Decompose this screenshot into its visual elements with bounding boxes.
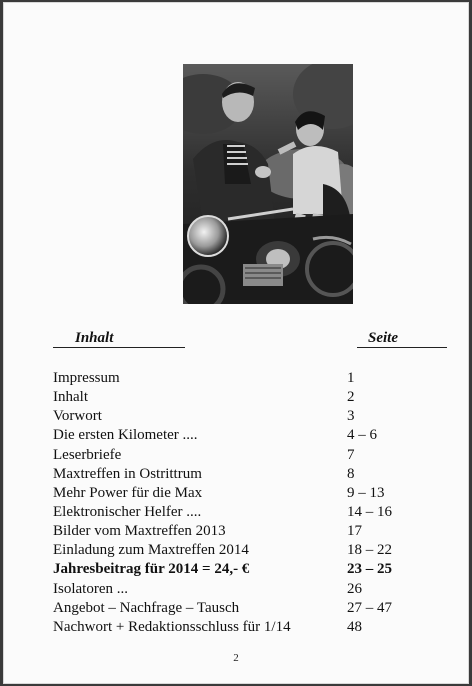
toc-entry-title: Einladung zum Maxtreffen 2014 [53,542,249,559]
toc-entry-pages: 1 [347,370,355,386]
toc-entry-pages: 9 – 13 [347,484,385,501]
document-page [3,2,469,684]
toc-entry-title: Elektronischer Helfer .... [53,503,202,520]
toc-entry [53,484,433,503]
toc-entry-pages: 48 [347,618,362,635]
toc-entry-pages: 8 [347,465,355,482]
toc-heading-title: Inhalt [53,330,185,348]
toc-entry [53,618,433,637]
toc-entry [53,369,433,388]
toc-entry-pages: 3 [347,408,355,425]
toc-entry [53,503,433,522]
toc-heading-page: Seite [357,330,447,348]
toc-entry [53,522,433,541]
toc-entry-pages: 4 – 6 [347,427,377,444]
page-number: 2 [233,652,239,664]
toc-entry [53,599,433,618]
toc-entry-title: Nachwort + Redaktionsschluss für 1/14 [53,618,291,635]
toc-entry [53,446,433,465]
toc-entry-title: Jahresbeitrag für 2014 = 24,- € [53,561,250,578]
toc-entry-pages: 23 – 25 [347,561,392,578]
toc-entry [53,465,433,484]
toc-entry-pages: 14 – 16 [347,503,392,520]
cover-photo [183,64,353,304]
toc-entry-pages: 18 – 22 [347,542,392,559]
toc-entry-title: Maxtreffen in Ostrittrum [53,465,202,482]
toc-entry-title: Angebot – Nachfrage – Tausch [53,599,240,616]
toc-entry-title: Inhalt [53,389,88,406]
toc-entry-title: Isolatoren ... [53,580,128,597]
toc-entry [53,407,433,426]
toc-entry-pages: 26 [347,580,362,597]
toc-entry-title: Mehr Power für die Max [53,484,203,501]
toc-entry-pages: 7 [347,446,355,463]
toc-entry [53,426,433,445]
table-of-contents [53,369,433,637]
toc-header [53,330,447,350]
toc-entry-title: Die ersten Kilometer .... [53,427,198,444]
toc-entry-pages: 2 [347,389,355,406]
toc-entry-title: Impressum [53,370,120,386]
toc-entry [53,541,433,560]
toc-entry-title: Vorwort [53,408,102,425]
toc-entry-pages: 27 – 47 [347,599,392,616]
toc-entry-pages: 17 [347,523,362,540]
toc-entry-highlighted [53,560,433,579]
toc-entry-title: Leserbriefe [53,446,122,463]
toc-entry [53,580,433,599]
toc-entry [53,388,433,407]
toc-entry-title: Bilder vom Maxtreffen 2013 [53,523,226,540]
